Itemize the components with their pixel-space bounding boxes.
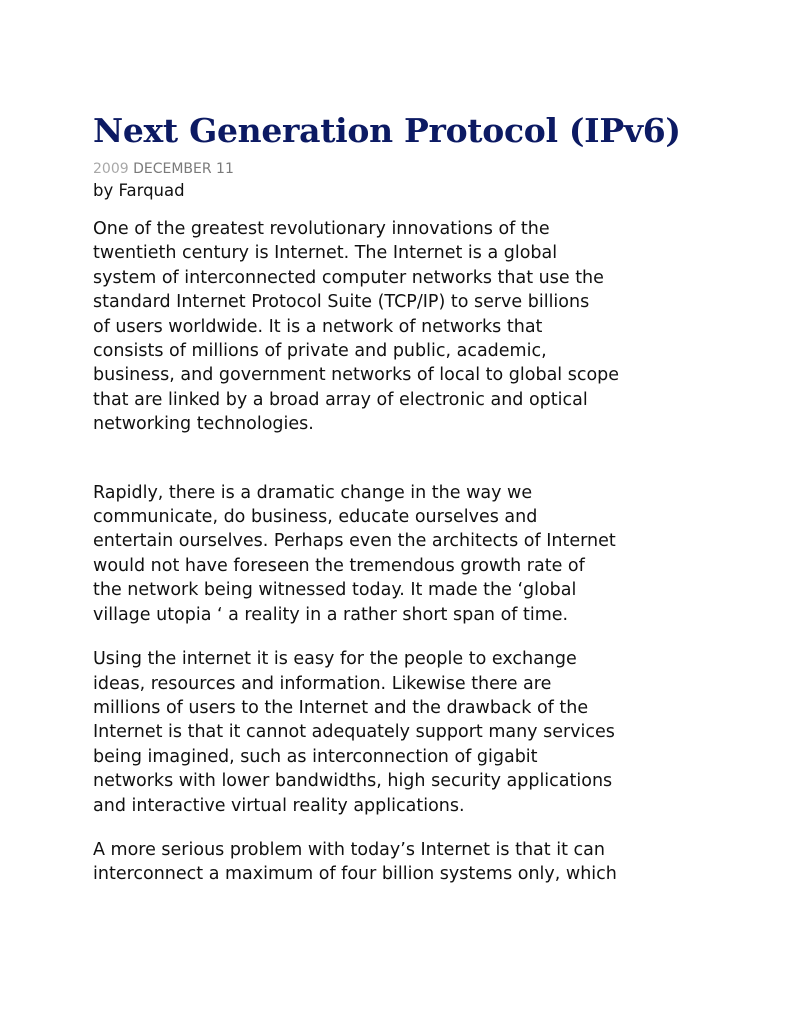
paragraph-line: standard Internet Protocol Suite (TCP/IP) to serve billions [93, 292, 590, 313]
paragraph-line: networking technologies. [93, 414, 314, 435]
post-date-month-day: DECEMBER 11 [133, 161, 234, 177]
paragraph-line: interconnect a maximum of four billion systems only, which [93, 864, 617, 885]
paragraph-line: entertain ourselves. Perhaps even the architects of Internet [93, 531, 616, 552]
paragraph-line: business, and government networks of local to global scope [93, 365, 620, 386]
paragraph-line: Using the internet it is easy for the people to exchange [93, 649, 577, 670]
paragraph-line: of users worldwide. It is a network of networks that [93, 316, 543, 337]
paragraph-line: and interactive virtual reality applications. [93, 795, 465, 816]
paragraph-line: twentieth century is Internet. The Internet is a global [93, 243, 558, 264]
paragraph-line: ideas, resources and information. Likewise there are [93, 673, 552, 694]
paragraph [93, 647, 703, 818]
paragraph [93, 481, 703, 627]
paragraph [93, 838, 703, 887]
paragraph-line: consists of millions of private and public, academic, [93, 341, 547, 362]
paragraph-line: system of interconnected computer networks that use the [93, 267, 604, 288]
paragraph-line: millions of users to the Internet and the drawback of the [93, 697, 589, 718]
paragraph-line: One of the greatest revolutionary innovations of the [93, 219, 550, 239]
paragraph-line: the network being witnessed today. It made the ‘global [93, 580, 577, 601]
article-title: Next Generation Protocol (IPv6) [93, 111, 681, 150]
paragraph-line: networks with lower bandwidths, high security applications [93, 771, 613, 792]
author-byline: by Farquad [93, 181, 185, 200]
paragraph-line: that are linked by a broad array of electronic and optical [93, 389, 588, 410]
article [93, 108, 703, 887]
paragraph-line: communicate, do business, educate ourselves and [93, 507, 538, 528]
paragraph-line: being imagined, such as interconnection of gigabit [93, 746, 538, 767]
paragraph-line: A more serious problem with today’s Internet is that it can [93, 839, 605, 860]
post-date [93, 158, 703, 180]
paragraph [93, 217, 703, 437]
paragraph-line: village utopia ‘ a reality in a rather short span of time. [93, 604, 569, 625]
post-date-year: 2009 [93, 161, 129, 177]
paragraph-line: would not have foreseen the tremendous growth rate of [93, 555, 585, 576]
paragraph-line: Internet is that it cannot adequately support many services [93, 722, 615, 743]
paragraph-line: Rapidly, there is a dramatic change in the way we [93, 482, 533, 503]
